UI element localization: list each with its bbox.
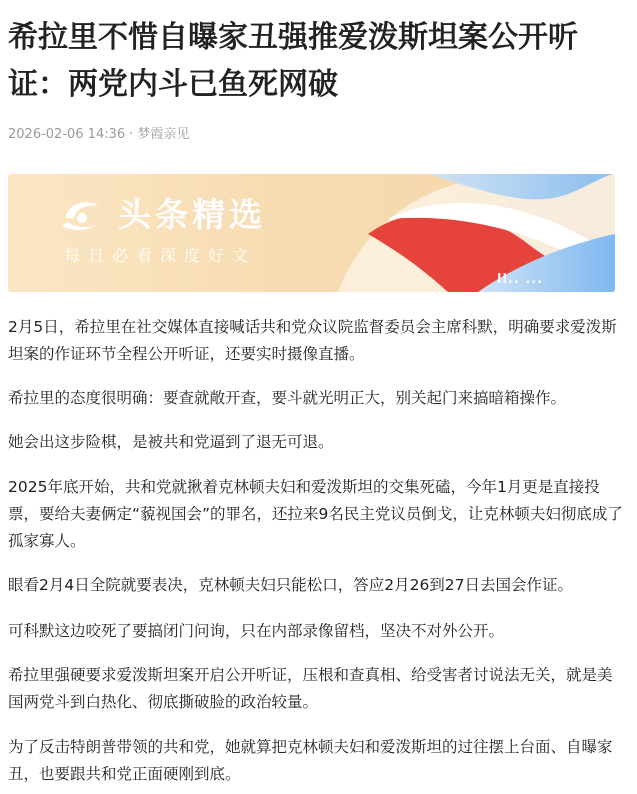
banner-brand: 头条精选 bbox=[118, 195, 266, 234]
paragraph-8: 为了反击特朗普带领的共和党，她就算把克林顿夫妇和爱泼斯坦的过往摆上台面、自曝家丑，也要跟共和党正面硬刚到底。 bbox=[8, 738, 613, 783]
article-title: 希拉里不惜自曝家丑强推爱泼斯坦案公开听证：两党内斗已鱼死网破 bbox=[8, 20, 578, 102]
paragraph-6: 可科默这边咬死了要搞闭门问询，只在内部录像留档，坚决不对外公开。 bbox=[8, 622, 505, 640]
paragraph-2: 希拉里的态度很明确：要查就敞开查，要斗就光明正大，别关起门来搞暗箱操作。 bbox=[8, 389, 567, 407]
banner-watermark: ll.. ... bbox=[497, 272, 544, 287]
paragraph-1: 2月5日，希拉里在社交媒体直接喊话共和党众议院监督委员会主席科默，明确要求爱泼斯坦案的作证环节全程公开听证，还要实时摄像直播。 bbox=[8, 318, 617, 363]
paragraph-4: 2025年底开始，共和党就揪着克林顿夫妇和爱泼斯坦的交集死磕，今年1月更是直接投票，要给夫妻俩定“藐视国会”的罪名，还拉来9名民主党议员倒戈，让克林顿夫妇彻底成了孤家寡人。 bbox=[8, 478, 623, 550]
paragraph-7: 希拉里强硬要求爱泼斯坦案开启公开听证，压根和查真相、给受害者讨说法无关，就是美国两党斗到白热化、彻底撕破脸的政治较量。 bbox=[8, 666, 613, 711]
paragraph-5: 眼看2月4日全院就要表决，克林顿夫妇只能松口，答应2月26到27日去国会作证。 bbox=[8, 576, 574, 594]
toutiao-logo-icon bbox=[58, 196, 106, 236]
paragraph-3: 她会出这步险棋，是被共和党逼到了退无可退。 bbox=[8, 433, 334, 451]
article-meta: 2026-02-06 14:36 · 梦霞亲见 bbox=[8, 127, 190, 142]
banner-slogan: 每日必看深度好文 bbox=[64, 246, 257, 265]
